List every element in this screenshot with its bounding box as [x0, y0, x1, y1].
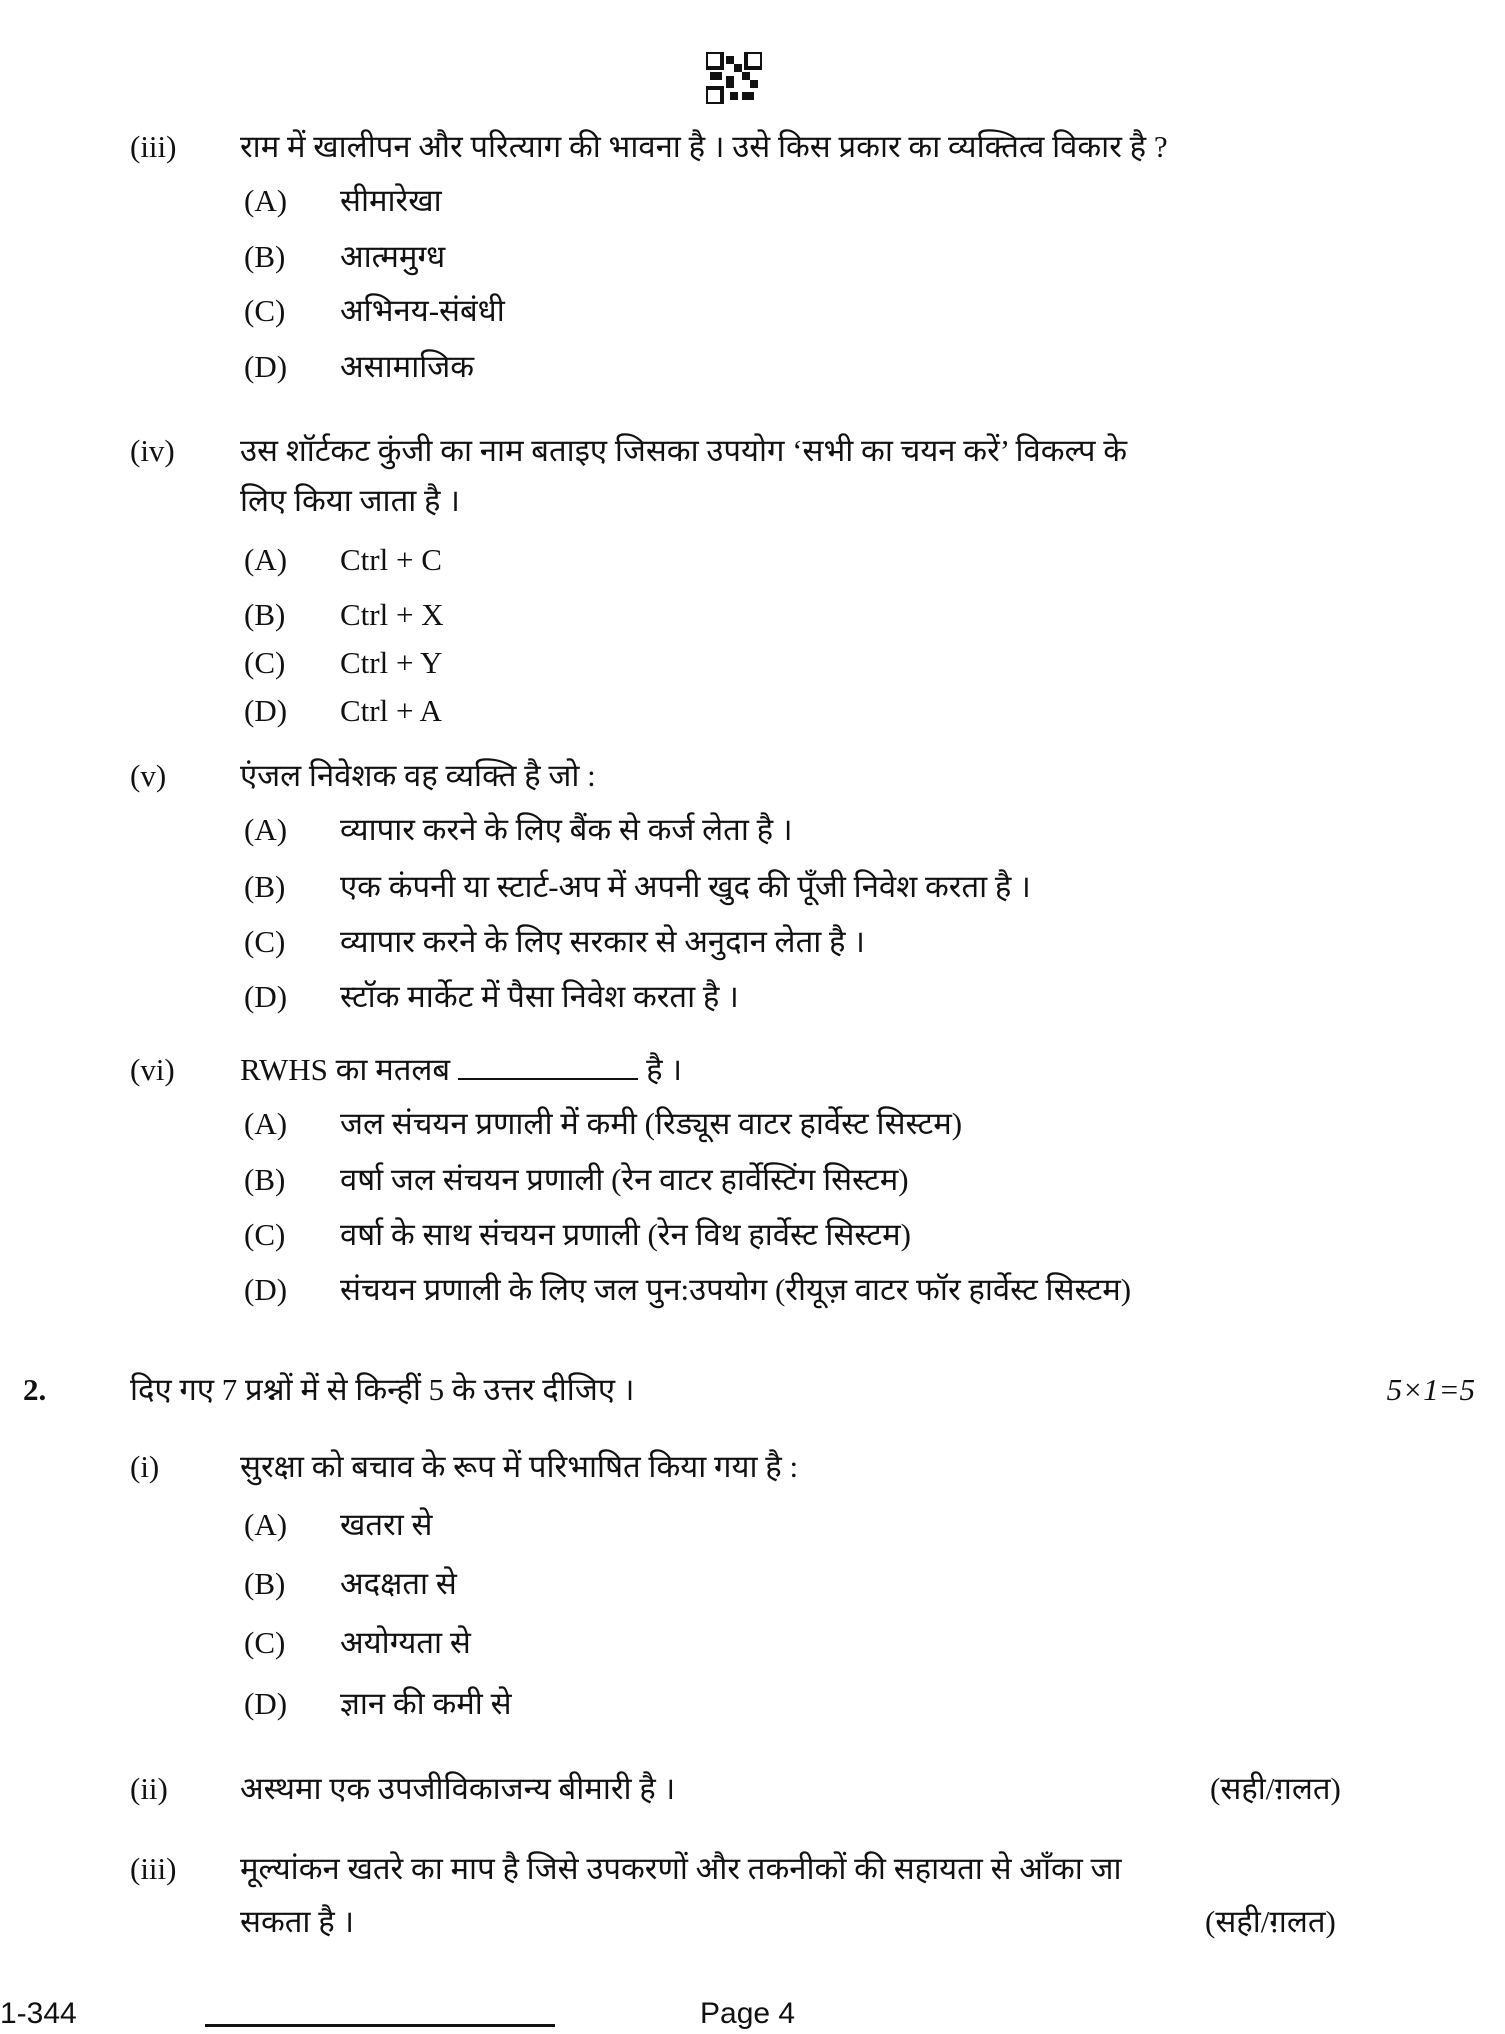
question-text: राम में खालीपन और परित्याग की भावना है । उसे किस प्रकार का व्यक्तित्व विकार है ? [240, 129, 1168, 164]
option-text: सीमारेखा [340, 183, 442, 218]
question-text: एंजल निवेशक वह व्यक्ति है जो : [240, 758, 596, 793]
option-label: (D) [244, 1272, 288, 1307]
option-text: जल संचयन प्रणाली में कमी (रिड्यूस वाटर हार्वेस्ट सिस्टम) [340, 1106, 963, 1141]
option-text: अयोग्यता से [340, 1625, 471, 1660]
option-text: एक कंपनी या स्टार्ट-अप में अपनी खुद की पूँजी निवेश करता है । [340, 869, 1031, 904]
question-text: दिए गए 7 प्रश्नों में से किन्हीं 5 के उत्तर दीजिए । [130, 1372, 635, 1407]
question-text-after: है । [646, 1052, 683, 1087]
option-label: (A) [244, 183, 288, 218]
option-label: (B) [244, 1162, 286, 1197]
question-text [240, 1050, 682, 1090]
option-label: (D) [244, 693, 288, 728]
option-label: (B) [244, 869, 286, 904]
question-text: मूल्यांकन खतरे का माप है जिसे उपकरणों और तकनीकों की सहायता से आँका जा [240, 1851, 1122, 1886]
option-text: असामाजिक [340, 349, 475, 384]
qr-code-icon [706, 52, 762, 104]
option-text: ज्ञान की कमी से [340, 1686, 512, 1721]
question-text: सुरक्षा को बचाव के रूप में परिभाषित किया गया है : [240, 1449, 799, 1484]
question-number: (vi) [130, 1052, 175, 1087]
option-text: अदक्षता से [340, 1566, 457, 1601]
question-number: (iii) [130, 1851, 177, 1886]
option-text: Ctrl + A [340, 693, 442, 728]
option-text: संचयन प्रणाली के लिए जल पुन:उपयोग (रीयूज़ वाटर फॉर हार्वेस्ट सिस्टम) [340, 1272, 1132, 1307]
option-label: (B) [244, 597, 286, 632]
option-label: (C) [244, 645, 286, 680]
option-label: (C) [244, 1217, 286, 1252]
option-label: (B) [244, 239, 286, 274]
option-label: (C) [244, 1625, 286, 1660]
option-text: Ctrl + Y [340, 645, 443, 680]
option-text: खतरा से [340, 1507, 433, 1542]
true-false-label: (सही/ग़लत) [1205, 1904, 1336, 1939]
option-text: व्यापार करने के लिए बैंक से कर्ज लेता है । [340, 812, 793, 847]
question-number: (iv) [130, 433, 175, 468]
question-text: अस्थमा एक उपजीविकाजन्य बीमारी है । [240, 1771, 676, 1806]
question-number: (iii) [130, 129, 177, 164]
option-label: (A) [244, 1507, 288, 1542]
footer-rule [205, 2024, 555, 2027]
question-number: 2. [23, 1372, 47, 1407]
option-text: आत्ममुग्ध [340, 239, 446, 274]
option-text: Ctrl + X [340, 597, 444, 632]
option-label: (B) [244, 1566, 286, 1601]
question-number: (i) [130, 1449, 160, 1484]
option-label: (C) [244, 293, 286, 328]
option-label: (D) [244, 979, 288, 1014]
question-text-before: RWHS का मतलब [240, 1052, 451, 1087]
option-text: स्टॉक मार्केट में पैसा निवेश करता है । [340, 979, 739, 1014]
paper-code: 1-344 [0, 1997, 77, 2030]
option-label: (A) [244, 812, 288, 847]
question-text: उस शॉर्टकट कुंजी का नाम बताइए जिसका उपयोग ‘सभी का चयन करें’ विकल्प के [240, 433, 1128, 468]
option-label: (D) [244, 1686, 288, 1721]
option-text: व्यापार करने के लिए सरकार से अनुदान लेता है । [340, 924, 865, 959]
option-label: (A) [244, 1106, 288, 1141]
question-text: सकता है । [240, 1904, 355, 1939]
question-number: (v) [130, 758, 167, 793]
option-text: Ctrl + C [340, 542, 442, 577]
option-label: (C) [244, 924, 286, 959]
option-text: वर्षा जल संचयन प्रणाली (रेन वाटर हार्वेस्टिंग सिस्टम) [340, 1162, 909, 1197]
option-label: (D) [244, 349, 288, 384]
true-false-label: (सही/ग़लत) [1210, 1771, 1341, 1806]
option-label: (A) [244, 542, 288, 577]
question-number: (ii) [130, 1771, 168, 1806]
option-text: अभिनय-संबंधी [340, 293, 505, 328]
fill-in-blank [458, 1050, 638, 1080]
page-number: Page 4 [700, 1997, 796, 2030]
question-text: लिए किया जाता है । [240, 483, 460, 518]
option-text: वर्षा के साथ संचयन प्रणाली (रेन विथ हार्वेस्ट सिस्टम) [340, 1217, 911, 1252]
marks: 5×1=5 [1386, 1372, 1475, 1407]
